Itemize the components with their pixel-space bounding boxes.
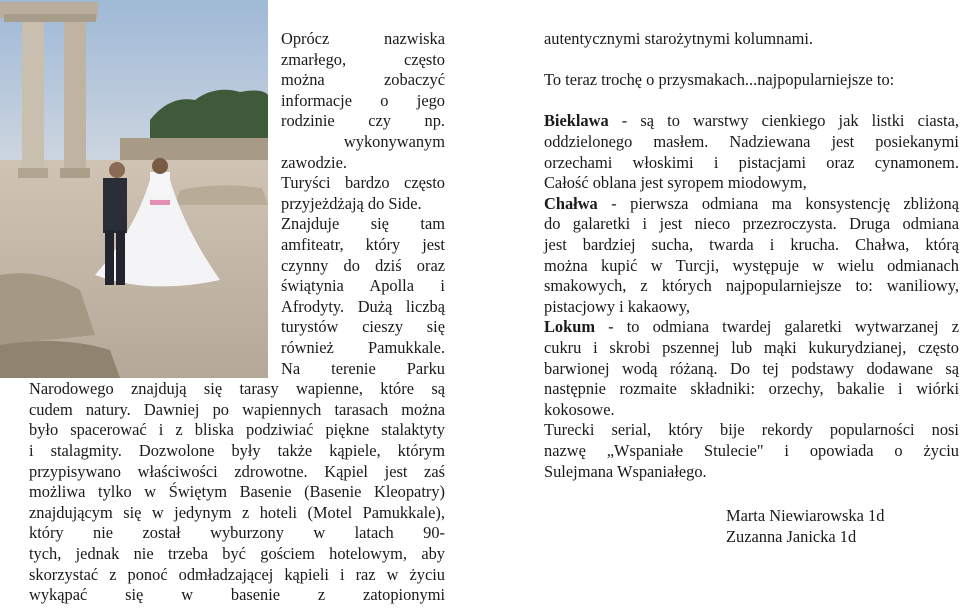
halva-line-6: pistacjowy i kakaowy, — [544, 296, 690, 316]
beside-line-13: świątynia Apolla i — [281, 276, 445, 296]
below-line-9: tych, jednak nie trzeba być gościem hotelowym, aby — [29, 544, 445, 563]
baklawa-line-3: orzechami włoskimi i pistacjami oraz cynamonem. — [544, 152, 959, 172]
right-line-1: autentycznymi starożytnymi kolumnami. — [544, 29, 814, 48]
below-line-1: Narodowego znajdują się tarasy wapienne, które są — [29, 379, 445, 399]
baklawa-term: Bieklawa — [544, 111, 609, 131]
lokum-line-2: cukru i skrobi pszennej lub mąki kukurydzianej, często — [544, 338, 959, 357]
beside-line-15: turystów cieszy się — [281, 317, 445, 337]
baklawa-line-4: Całość oblana jest syropem miodowym, — [544, 173, 807, 193]
baklawa-line-2: oddzielonego masłem. Nadziewana jest posiekanymi — [544, 132, 959, 151]
beside-line-7: zawodzie. — [281, 152, 347, 172]
beside-line-3: można zobaczyć — [281, 70, 445, 90]
lokum-line-1: Lokum - to odmiana twardej galaretki wytwarzanej z — [544, 317, 959, 337]
serial-line-2: nazwę „Wspaniałe Stulecie" i opowiada o życiu — [544, 441, 959, 460]
below-line-7: znajdującym się w jedynym z hoteli (Motel Pamukkale), — [29, 502, 445, 522]
beside-line-10: Znajduje się tam — [281, 214, 445, 234]
below-line-6: możliwa tylko w Świętym Basenie (Basenie Kleopatry) — [29, 482, 445, 502]
below-line-11: wykąpać się w basenie z zatopionymi — [29, 585, 445, 605]
below-line-2: cudem natury. Dawniej po wapiennych tarasach można — [29, 399, 445, 419]
author-1: Marta Niewiarowska 1d — [726, 506, 885, 525]
halva-line-4: można kupić w Turcji, występuje w wielu odmianach — [544, 255, 959, 275]
baklawa-line-1: Bieklawa - są to warstwy cienkiego jak listki ciasta, — [544, 111, 959, 131]
beside-line-9: przyjeżdżają do Side. — [281, 193, 422, 213]
beside-line-6: wykonywanym — [343, 132, 445, 151]
author-2: Zuzanna Janicka 1d — [726, 526, 857, 546]
beside-line-14: Afrodyty. Dużą liczbą — [281, 296, 445, 316]
beside-line-17: Na terenie Parku — [281, 358, 445, 378]
below-line-3: było spacerować i z bliska podziwiać piękne stalaktyty — [29, 420, 445, 440]
below-line-4: i stalagmity. Dozwolone były także kąpiele, którym — [29, 441, 445, 460]
below-line-10: skorzystać z ponoć odmładzającej kąpieli i raz w życiu — [29, 564, 445, 584]
halva-line-3: jest bardziej sucha, twarda i krucha. Chałwa, którą — [544, 235, 959, 254]
beside-line-12: czynny do dziś oraz — [281, 255, 445, 275]
lokum-line-4: następnie rozmaite składniki: orzechy, bakalie i wiórki — [544, 379, 959, 399]
lokum-line-5: kokosowe. — [544, 399, 615, 419]
wedding-photo-ruins — [0, 0, 268, 378]
halva-line-2: do galaretki i jest nieco przezroczysta. Druga odmiana — [544, 214, 959, 234]
below-line-5: przypisywano właściwości zdrowotne. Kąpiel jest zaś — [29, 461, 445, 481]
halva-term: Chałwa — [544, 193, 598, 213]
lokum-line-3: barwionej wodą różaną. Do tej podstawy dodawane są — [544, 358, 959, 378]
serial-line-1: Turecki serial, który bije rekordy popularności nosi — [544, 420, 959, 440]
beside-line-1: Oprócz nazwiska — [281, 29, 445, 48]
halva-line-5: smakowych, z których najpopularniejsze to: waniliowy, — [544, 276, 959, 296]
serial-line-3: Sulejmana Wspaniałego. — [544, 461, 707, 481]
lokum-term: Lokum — [544, 317, 596, 337]
beside-line-5: rodzinie czy np. — [281, 111, 445, 131]
beside-line-16: również Pamukkale. — [281, 338, 445, 357]
beside-line-11: amfiteatr, który jest — [281, 235, 445, 254]
right-line-2: To teraz trochę o przysmakach...najpopularniejsze to: — [544, 70, 895, 90]
below-line-8: który nie został wyburzony w latach 90- — [29, 523, 445, 543]
beside-line-2: zmarłego, często — [281, 49, 445, 69]
halva-line-1: Chałwa - pierwsza odmiana ma konsystencję zbliżoną — [544, 193, 959, 213]
beside-line-4: informacje o jego — [281, 90, 445, 110]
beside-line-8: Turyści bardzo często — [281, 173, 445, 193]
